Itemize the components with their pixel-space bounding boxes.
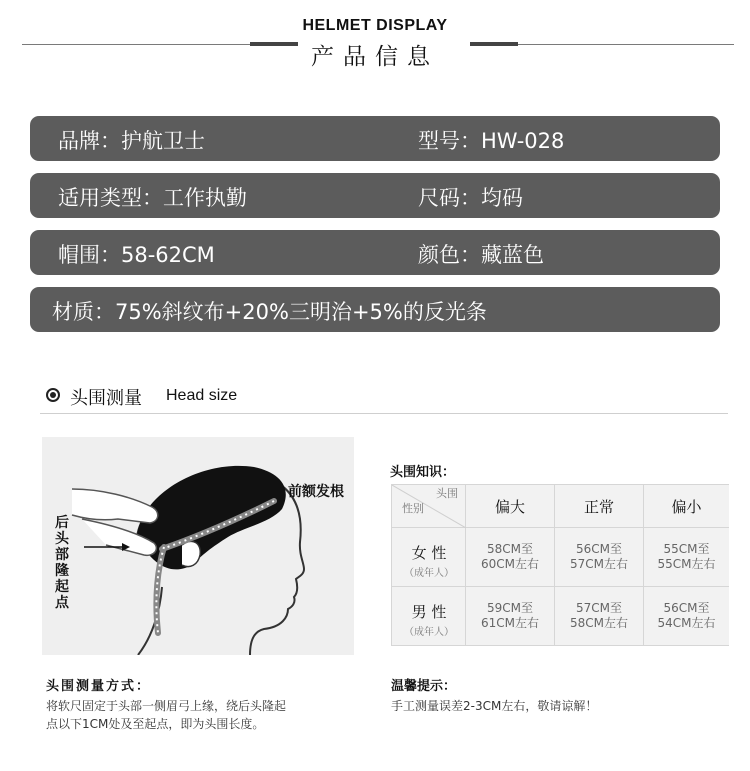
radio-dot-icon — [46, 388, 60, 402]
cell-line: 54CM左右 — [657, 616, 716, 630]
table-cell — [555, 528, 644, 587]
info-brand: 品牌：护航卫士 — [58, 129, 205, 153]
section-title-cn: 头围测量 — [70, 388, 142, 409]
label-front-hairline: 前额发根 — [288, 484, 344, 500]
table-cell — [644, 528, 729, 587]
info-material: 材质：75%斜纹布+20%三明治+5%的反光条 — [52, 300, 487, 324]
info-bar-brand — [30, 116, 720, 161]
cell-line: 57CM至 — [575, 601, 622, 615]
info-size: 尺码：均码 — [418, 186, 523, 210]
head-profile-icon — [42, 437, 354, 655]
method-body — [46, 697, 346, 733]
gender-note: （成年人） — [404, 627, 454, 638]
section-title-en: Head size — [166, 387, 238, 404]
cell-line: 55CM左右 — [657, 557, 716, 571]
info-circumference: 帽围：58-62CM — [58, 243, 215, 267]
cell-line: 58CM左右 — [569, 616, 628, 630]
info-color: 颜色：藏蓝色 — [418, 243, 544, 267]
table-cell — [466, 528, 555, 587]
cell-line: 55CM至 — [663, 542, 710, 556]
cell-line: 59CM至 — [486, 601, 533, 615]
table-row-header-female — [392, 528, 466, 587]
cell-line: 61CM左右 — [480, 616, 539, 630]
corner-label-gender: 性别 — [402, 502, 424, 515]
gender-label: 男 性 — [411, 603, 447, 621]
corner-label-circumference: 头围 — [436, 487, 458, 500]
cell-line: 57CM左右 — [569, 557, 628, 571]
table-header-cell: 正常 — [555, 485, 644, 528]
table-header-cell: 偏大 — [466, 485, 555, 528]
cell-line: 56CM至 — [663, 601, 710, 615]
info-model: 型号：HW-028 — [418, 129, 565, 153]
info-bar-circumference — [30, 230, 720, 275]
label-occipital-point: 后头部隆起点 — [55, 515, 69, 611]
cell-line: 60CM左右 — [480, 557, 539, 571]
gender-label: 女 性 — [411, 544, 447, 562]
method-line: 将软尺固定于头部一侧眉弓上缘，绕后头隆起 — [46, 699, 287, 713]
info-bar-material — [30, 287, 720, 332]
table-cell — [466, 587, 555, 645]
method-title: 头围测量方式： — [46, 679, 152, 694]
page-title-en: HELMET DISPLAY — [302, 17, 448, 34]
table-header-cell: 偏小 — [644, 485, 729, 528]
cell-line: 58CM至 — [486, 542, 533, 556]
table-cell — [644, 587, 729, 645]
info-type: 适用类型：工作执勤 — [58, 186, 247, 210]
tip-body: 手工测量误差2-3CM左右，敬请谅解！ — [391, 699, 598, 713]
table-row-header-male — [392, 587, 466, 645]
method-line: 点以下1CM处及至起点，即为头围长度。 — [46, 717, 265, 731]
page-title-cn: 产品信息 — [311, 44, 439, 70]
size-table-title: 头围知识： — [390, 465, 456, 480]
table-cell — [555, 587, 644, 645]
tip-title: 温馨提示： — [391, 679, 457, 694]
gender-note: （成年人） — [404, 568, 454, 579]
cell-line: 56CM至 — [575, 542, 622, 556]
head-measure-illustration — [42, 437, 354, 655]
size-table — [391, 484, 729, 646]
info-bar-type — [30, 173, 720, 218]
table-corner-cell — [392, 485, 466, 528]
section-divider — [40, 413, 728, 414]
